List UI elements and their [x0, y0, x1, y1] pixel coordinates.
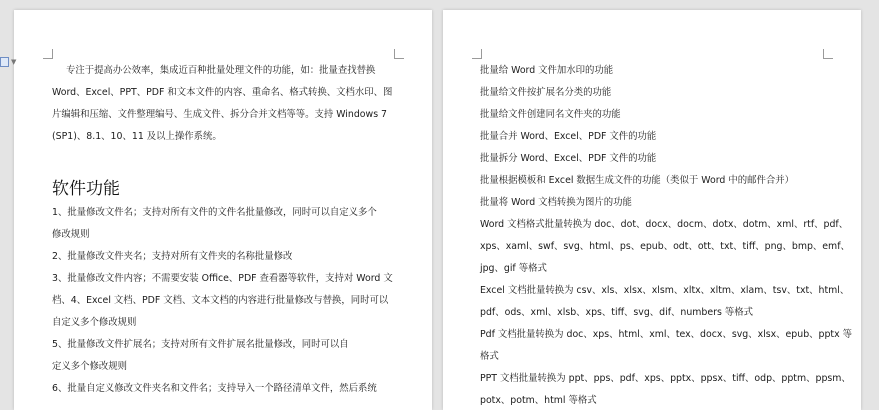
- paragraph-options-icon[interactable]: [0, 56, 22, 68]
- intro-line: 专注于提高办公效率，集成近百种批量处理文件的功能，如：批量查找替换: [66, 65, 376, 76]
- feature-line: 定义多个修改规则: [52, 361, 128, 372]
- feature-line: 1、批量修改文件名；支持对所有文件的文件名批量修改，同时可以自定义多个: [52, 207, 377, 218]
- feature-line: potx、potm、html 等格式: [480, 395, 597, 406]
- feature-line: 批量根据模板和 Excel 数据生成文件的功能（类似于 Word 中的邮件合并）: [480, 175, 794, 186]
- section-heading: 软件功能: [52, 179, 120, 199]
- feature-line: 6、批量自定义修改文件夹名和文件名；支持导入一个路径清单文件，然后系统: [52, 383, 377, 394]
- feature-line: 批量给文件创建同名文件夹的功能: [480, 109, 621, 120]
- feature-line: 2、批量修改文件夹名；支持对所有文件夹的名称批量修改: [52, 251, 293, 262]
- feature-line: Word 文档格式批量转换为 doc、dot、docx、docm、dotx、dotm、xml、rtf、pdf、: [480, 219, 849, 230]
- feature-line: 格式: [480, 351, 499, 362]
- document-page-left: [14, 10, 432, 410]
- margin-corner-mark: [394, 49, 404, 59]
- feature-line: 档、4、Excel 文档、PDF 文档、文本文档的内容进行批量修改与替换，同时可以: [52, 295, 389, 306]
- feature-line: 批量合并 Word、Excel、PDF 文件的功能: [480, 131, 657, 142]
- margin-corner-mark: [472, 49, 482, 59]
- dropdown-arrow-icon: ▼: [11, 58, 17, 66]
- feature-line: 批量拆分 Word、Excel、PDF 文件的功能: [480, 153, 657, 164]
- feature-line: xps、xaml、swf、svg、html、ps、epub、odt、ott、txt、tiff、png、bmp、emf、: [480, 241, 850, 252]
- intro-line: (SP1)、8.1、10、11 及以上操作系统。: [52, 131, 222, 142]
- feature-line: 批量给 Word 文件加水印的功能: [480, 65, 614, 76]
- feature-line: 5、批量修改文件扩展名；支持对所有文件扩展名批量修改，同时可以自: [52, 339, 349, 350]
- feature-line: PPT 文档批量转换为 ppt、pps、pdf、xps、pptx、ppsx、tiff、odp、pptm、ppsm、: [480, 373, 851, 384]
- feature-line: 自定义多个修改规则: [52, 317, 137, 328]
- intro-line: Word、Excel、PPT、PDF 和文本文件的内容、重命名、格式转换、文档水印、图: [52, 87, 393, 98]
- intro-line: 片编辑和压缩、文件整理编号、生成文件、拆分合并文档等等。支持 Windows 7: [52, 109, 388, 120]
- feature-line: 修改规则: [52, 229, 90, 240]
- margin-corner-mark: [43, 49, 53, 59]
- feature-line: 3、批量修改文件内容；不需要安装 Office、PDF 查看器等软件，支持对 Word 文: [52, 273, 393, 284]
- document-icon: [0, 57, 9, 67]
- feature-line: 批量给文件按扩展名分类的功能: [480, 87, 612, 98]
- feature-line: 批量将 Word 文档转换为图片的功能: [480, 197, 632, 208]
- margin-corner-mark: [823, 49, 833, 59]
- feature-line: Excel 文档批量转换为 csv、xls、xlsx、xlsm、xltx、xltm、xlam、tsv、txt、html、: [480, 285, 850, 296]
- feature-line: pdf、ods、xml、xlsb、xps、tiff、svg、dif、numbers 等格式: [480, 307, 753, 318]
- feature-line: jpg、gif 等格式: [480, 263, 547, 274]
- feature-line: Pdf 文档批量转换为 doc、xps、html、xml、tex、docx、svg、xlsx、epub、pptx 等: [480, 329, 853, 340]
- document-page-right: [443, 10, 861, 410]
